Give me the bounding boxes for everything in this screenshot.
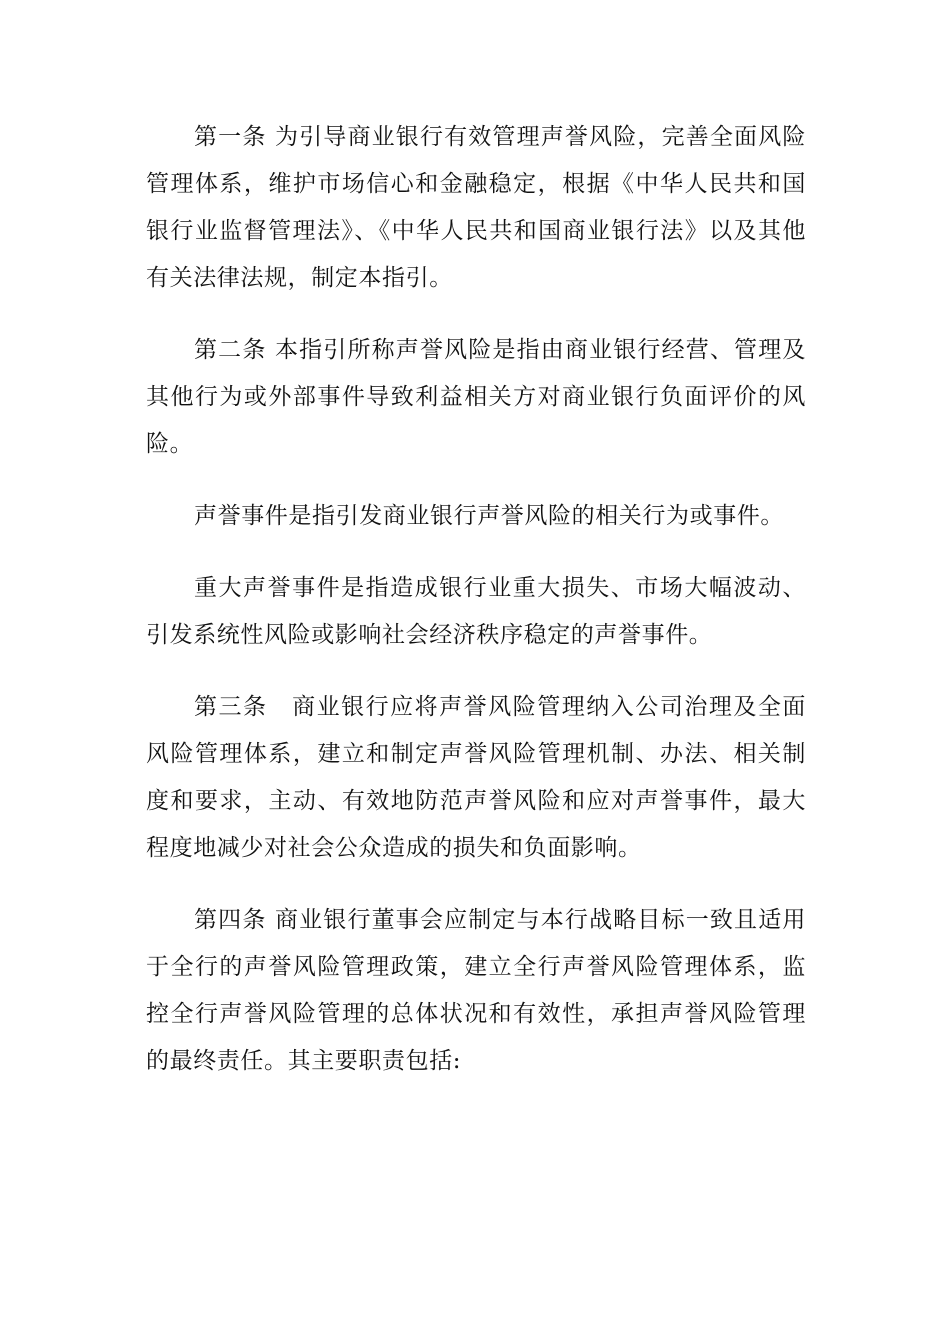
paragraph-article-4: 第四条 商业银行董事会应制定与本行战略目标一致且适用于全行的声誉风险管理政策，建立全行声誉风险管理体系，监控全行声誉风险管理的总体状况和有效性，承担声誉风险管理的最终责任。其主要职责包括: <box>146 907 806 1074</box>
document-body <box>146 114 806 1110</box>
paragraph-reputation-event: 声誉事件是指引发商业银行声誉风险的相关行为或事件。 <box>194 503 784 529</box>
paragraph-article-2: 第二条 本指引所称声誉风险是指由商业银行经营、管理及其他行为或外部事件导致利益相关方对商业银行负面评价的风险。 <box>146 337 806 457</box>
paragraph-article-3: 第三条 商业银行应将声誉风险管理纳入公司治理及全面风险管理体系，建立和制定声誉风险管理机制、办法、相关制度和要求，主动、有效地防范声誉风险和应对声誉事件，最大程度地减少对社会公众造成的损失和负面影响。 <box>146 694 806 861</box>
paragraph-major-reputation-event: 重大声誉事件是指造成银行业重大损失、市场大幅波动、引发系统性风险或影响社会经济秩序稳定的声誉事件。 <box>146 575 806 648</box>
paragraph-article-1: 第一条 为引导商业银行有效管理声誉风险，完善全面风险管理体系，维护市场信心和金融稳定，根据《中华人民共和国银行业监督管理法》、《中华人民共和国商业银行法》以及其他有关法律法规，制定本指引。 <box>146 124 806 291</box>
